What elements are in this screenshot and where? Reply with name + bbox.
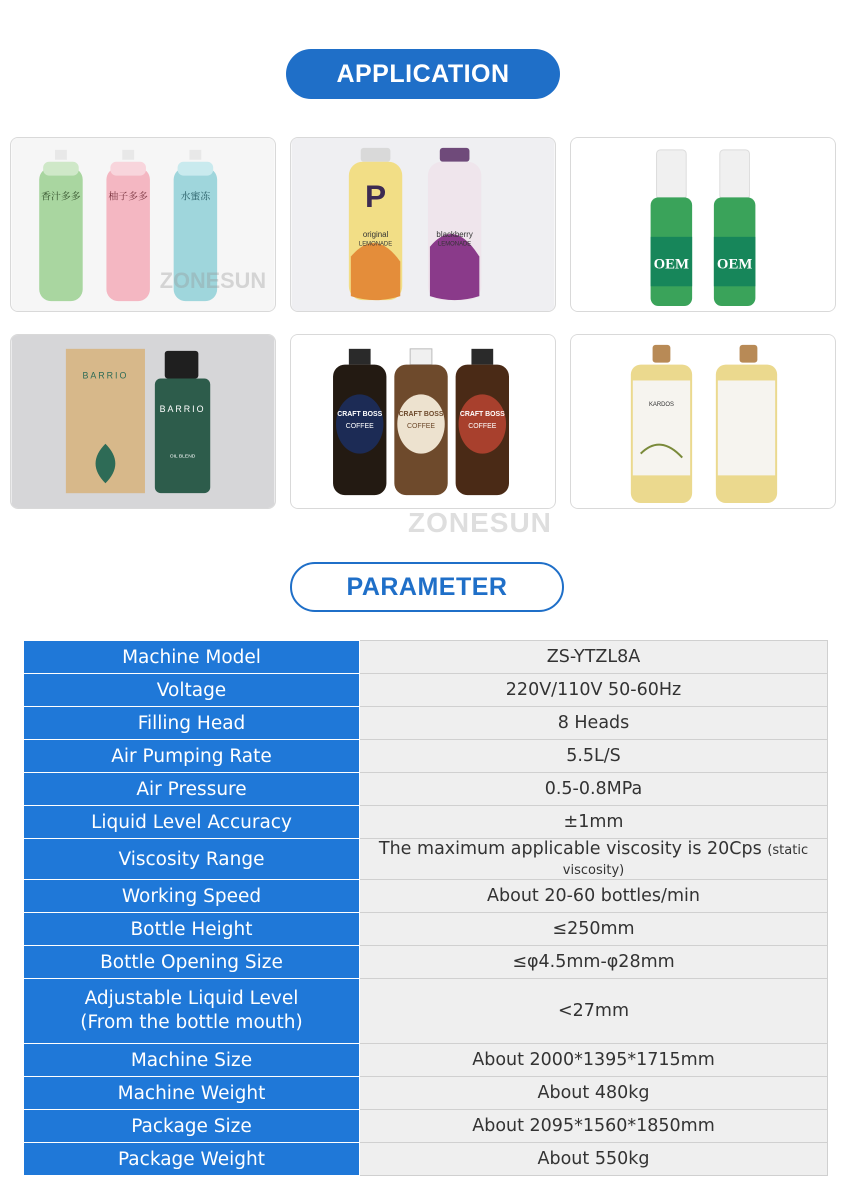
essential-oil-box-photo [10,334,276,509]
param-key: Bottle Height [24,913,360,946]
param-key: Machine Weight [24,1077,360,1110]
watermark-text: ZONESUN [159,268,267,294]
label-lemonade-2: LEMONADE [438,241,472,248]
param-value: 8 Heads [360,707,828,740]
parameter-table [23,640,828,1176]
label-kardos: KARDOS [648,402,674,409]
param-value: 220V/110V 50-60Hz [360,674,828,707]
label-juice-3: 水蜜冻 [180,191,211,203]
param-key: Liquid Level Accuracy [24,806,360,839]
table-row [24,979,828,1044]
label-coffee-3: COFFEE [468,422,497,430]
param-value: About 2000*1395*1715mm [360,1044,828,1077]
table-row [24,839,828,880]
param-value: ≤250mm [360,913,828,946]
label-barrio-box: BARRIO [82,370,129,381]
param-value: ±1mm [360,806,828,839]
param-key [24,979,360,1044]
label-juice-2: 柚子多多 [108,191,148,203]
viscosity-value: The maximum applicable viscosity is 20Cps [378,839,762,859]
table-row [24,1110,828,1143]
param-key: Machine Model [24,641,360,674]
param-key-line2: (From the bottle mouth) [80,1012,303,1033]
param-key: Package Weight [24,1143,360,1176]
juice-bottles-photo [10,137,276,312]
table-row [24,641,828,674]
param-value: ZS-YTZL8A [360,641,828,674]
param-key: Voltage [24,674,360,707]
param-key: Machine Size [24,1044,360,1077]
label-blackberry: blackberry [436,229,473,239]
table-row [24,707,828,740]
application-title: APPLICATION [286,49,560,99]
param-value: About 20-60 bottles/min [360,880,828,913]
table-row [24,806,828,839]
label-craft-boss-2: CRAFT BOSS [398,411,444,419]
table-row [24,913,828,946]
param-value: About 2095*1560*1850mm [360,1110,828,1143]
table-row [24,1044,828,1077]
label-juice-1: 香汁多多 [41,191,81,203]
param-value: 0.5-0.8MPa [360,773,828,806]
label-craft-boss-3: CRAFT BOSS [459,411,505,419]
param-value: About 550kg [360,1143,828,1176]
lemonade-bottles-photo [290,137,556,312]
param-value [360,839,828,880]
table-row [24,946,828,979]
label-oem-2: OEM [716,256,753,273]
table-row [24,740,828,773]
table-row [24,773,828,806]
param-value: About 480kg [360,1077,828,1110]
param-key: Bottle Opening Size [24,946,360,979]
param-key: Viscosity Range [24,839,360,880]
label-lemonade-letter: P [365,178,387,215]
param-key: Air Pressure [24,773,360,806]
label-lemonade-1: LEMONADE [358,241,393,248]
table-row [24,674,828,707]
label-oem-1: OEM [653,256,690,273]
parameter-title: PARAMETER [290,562,564,612]
param-key-line1: Adjustable Liquid Level [84,988,299,1009]
param-key: Package Size [24,1110,360,1143]
table-row [24,1077,828,1110]
olive-oil-bottles-photo [570,334,836,509]
param-value: <27mm [360,979,828,1044]
viscosity-note: (static viscosity) [562,843,809,878]
table-row [24,880,828,913]
label-barrio-bottle: BARRIO [159,404,206,415]
label-oil-blend: OIL BLEND [169,454,196,460]
param-key: Working Speed [24,880,360,913]
table-row [24,1143,828,1176]
param-key: Filling Head [24,707,360,740]
param-key: Air Pumping Rate [24,740,360,773]
param-value: 5.5L/S [360,740,828,773]
label-coffee-1: COFFEE [345,422,374,430]
label-coffee-2: COFFEE [407,422,436,430]
label-craft-boss-1: CRAFT BOSS [337,411,383,419]
param-value: ≤φ4.5mm-φ28mm [360,946,828,979]
foam-pump-bottles-photo [570,137,836,312]
label-original: original [362,229,389,239]
craft-boss-coffee-photo [290,334,556,509]
watermark: ZONESUN [408,507,552,538]
